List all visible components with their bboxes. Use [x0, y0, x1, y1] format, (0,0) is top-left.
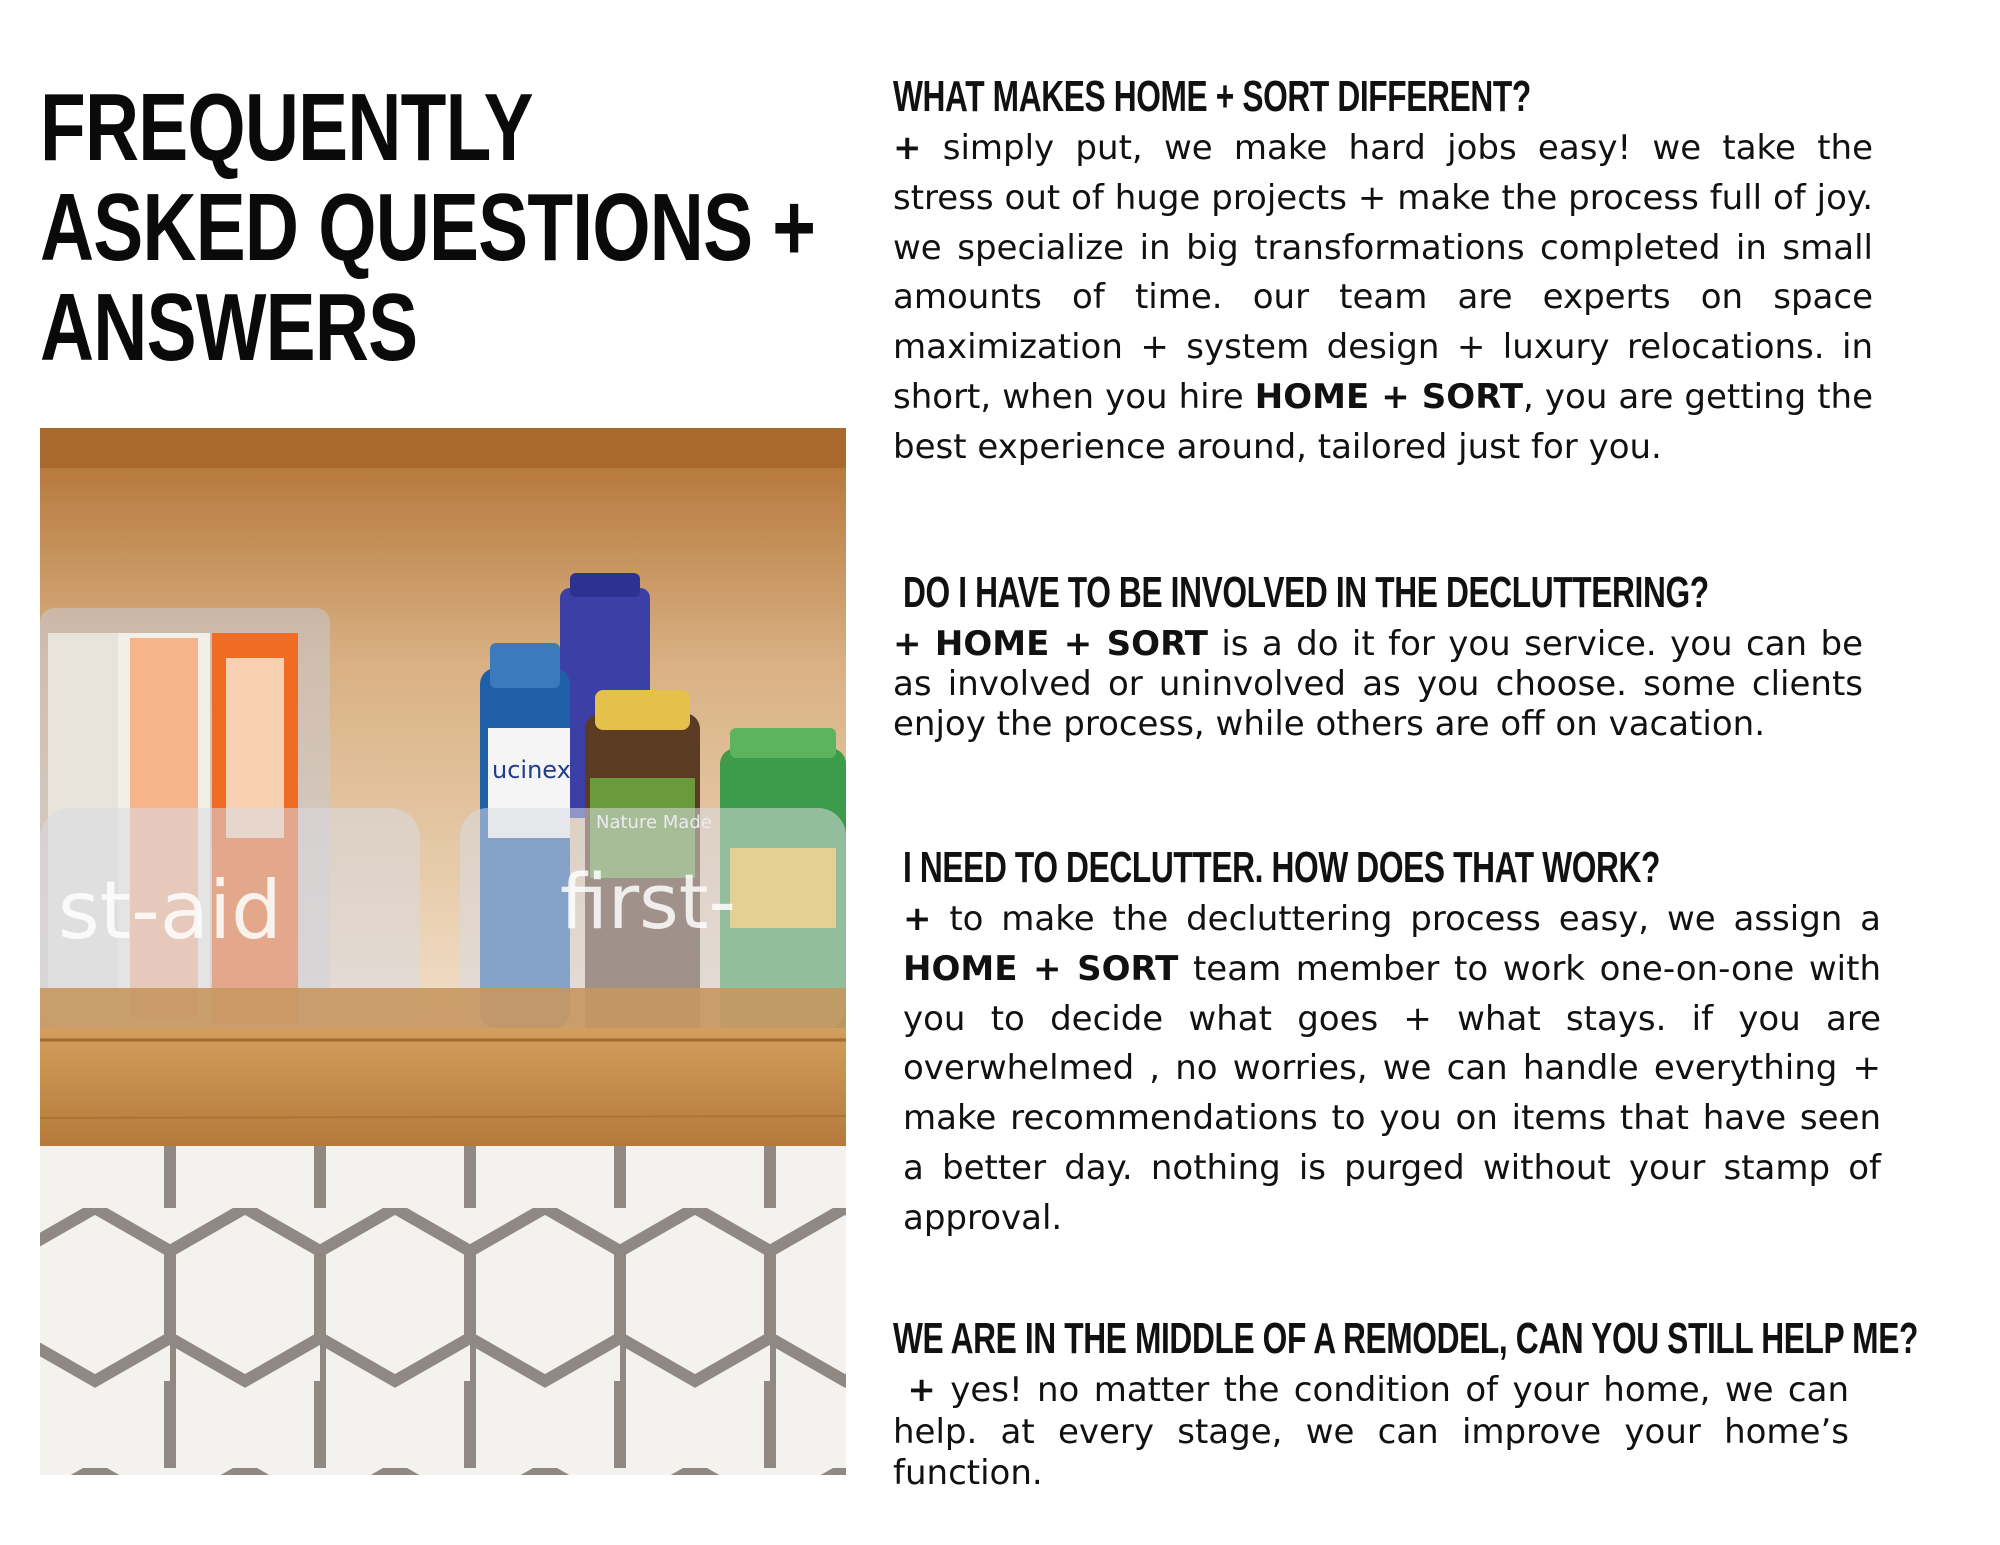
faq-item-4 — [893, 1314, 1918, 1495]
bullet-plus: + — [907, 1370, 936, 1410]
title-line-3: ANSWERS — [40, 274, 418, 381]
right-bin-text: first- — [560, 857, 736, 946]
shelf-photo — [40, 428, 846, 1475]
page-title — [40, 74, 816, 381]
shelf-photo-icon — [40, 428, 846, 1475]
faq-question-2: DO I HAVE TO BE INVOLVED IN THE DECLUTTERING? — [903, 568, 1709, 617]
faq-question-4: WE ARE IN THE MIDDLE OF A REMODEL, CAN YOU STILL HELP ME? — [893, 1314, 1918, 1363]
shelf-edge — [40, 1028, 846, 1146]
answer-text: is a do it for you service. you can be as involved or uninvolved as you choose. some clients enjoy the process, while others are off on vacation. — [893, 624, 1863, 744]
faq-answer-3 — [903, 895, 1881, 1244]
answer-text: yes! no matter the condition of your home, we can help. at every stage, we can improve your home’s function. — [893, 1370, 1849, 1493]
bullet-plus: + — [893, 128, 922, 168]
answer-text: simply put, we make hard jobs easy! we take the stress out of huge projects + make the process full of joy. we specialize in big transformations completed in small amounts of time. our team are experts on space maximization + system design + luxury relocations. in short, when you hire — [893, 128, 1873, 417]
mucinex-label: ucinex — [492, 756, 571, 784]
faq-item-2 — [893, 568, 1903, 744]
faq-answer-4 — [893, 1370, 1849, 1495]
title-line-1: FREQUENTLY — [40, 74, 533, 181]
answer-text: , you are getting the best experience around, tailored just for you. — [893, 376, 1873, 467]
faq-answer-1 — [893, 124, 1873, 473]
faq-answer-2 — [893, 624, 1863, 744]
brand-name: HOME + SORT — [1254, 376, 1524, 417]
top-shelf — [40, 428, 846, 468]
brand-name: HOME + SORT — [903, 948, 1179, 989]
bullet-plus: + — [893, 624, 922, 664]
hex-tile-backsplash — [40, 1146, 846, 1475]
answer-text: team member to work one-on-one with you to decide what goes + what stays. if you are overwhelmed , no worries, we can handle everything + make recommendations to you on items that have seen a better day. nothing is purged without your stamp of approval. — [903, 948, 1881, 1238]
faq-question-3: I NEED TO DECLUTTER. HOW DOES THAT WORK? — [903, 843, 1661, 892]
left-bin-text: st-aid — [58, 864, 282, 957]
faq-item-1 — [893, 72, 1893, 473]
answer-text: to make the decluttering process easy, we assign a — [931, 899, 1881, 939]
brand-name: HOME + SORT — [934, 624, 1208, 664]
faq-item-3 — [903, 843, 1903, 1244]
faq-question-1: WHAT MAKES HOME + SORT DIFFERENT? — [893, 72, 1531, 121]
title-line-2: ASKED QUESTIONS + — [40, 174, 816, 281]
bullet-plus: + — [903, 899, 932, 939]
